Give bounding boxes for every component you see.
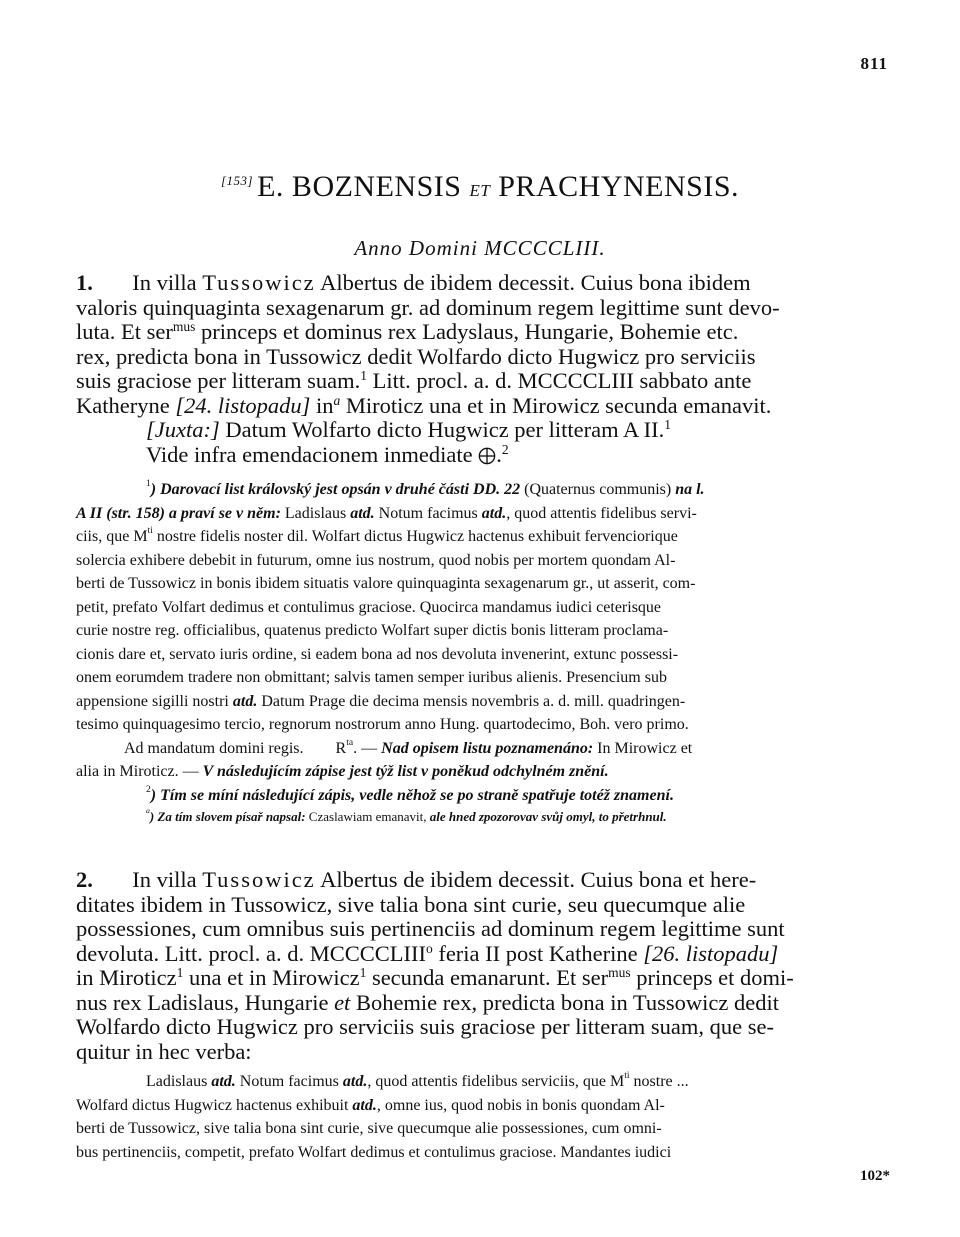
line: curie nostre reg. officialibus, quatenus predicto Wolfart super dictis bonis litteram proclama-: [76, 622, 669, 639]
entry-2: [76, 868, 888, 1064]
signature-mark: 102*: [860, 1168, 890, 1184]
line: Ad mandatum domini regis. $R^{ta}$. — Nad opisem listu poznamenáno: In Mirowicz et: [124, 736, 693, 757]
line: Vide infra emendacionem inmediate .$^2$: [146, 441, 509, 467]
line: Ladislaus atd. Notum facimus atd., quod attentis fidelibus serviciis, que $M^{ti}$ nostre ...: [146, 1070, 689, 1090]
line: solercia exhibere debebit in futurum, omne ius nostrum, quod nobis per mortem quondam Al-: [76, 551, 676, 569]
entry-number: 2.: [76, 867, 93, 892]
entry-1: [76, 271, 888, 467]
line: petit, prefato Volfart dedimus et contulimus graciose. Quocirca mandamus iudici ceterisque: [76, 598, 662, 616]
page-number: 811: [860, 54, 888, 73]
line: A II (str. 158) a praví se v něm: Ladislaus atd. Notum facimus atd., quod attentis fidelibus servi-: [76, 504, 697, 522]
line: quitur in hec verba:: [76, 1038, 252, 1064]
heading-title-a: E. BOZNENSIS: [257, 170, 462, 203]
line: bus pertinenciis, competit, prefato Wolfart dedimus et contulimus graciose. Mandantes iudici: [76, 1143, 672, 1161]
line: [Juxta:] Datum Wolfarto dicto Hugwicz per litteram A II.$^1$: [146, 417, 672, 442]
line: 2. In villa Tussowicz Albertus de ibidem decessit. Cuius bona et here-: [76, 867, 757, 892]
line: 1. In villa Tussowicz Albertus de ibidem decessit. Cuius bona ibidem: [76, 270, 751, 295]
line: devoluta. Litt. procl. a. d. MCCCCLIII$^o$ feria II post Katherine [26. listopadu]: [76, 940, 779, 966]
entry-2-text: [76, 868, 888, 1064]
line: cionis dare et, servato iuris ordine, si eadem bona ad nos devoluta invenerint, extunc possessi-: [76, 645, 679, 663]
line: in Miroticz$^1$ una et in Mirowicz$^1$ secunda emanarunt. Et ser$^{mus}$ princeps et domi-: [76, 965, 794, 990]
place-name: Tussowicz: [202, 270, 316, 295]
place-name: Tussowicz: [202, 867, 316, 892]
line: ditates ibidem in Tussowicz, sive talia bona sint curie, seu quecumque alie: [76, 891, 746, 917]
line: onem eorumdem tradere non obmittant; salvis tamen semper iuribus alienis. Presencium sub: [76, 669, 667, 686]
heading-title-b: PRACHYNENSIS.: [498, 170, 740, 203]
line: ciis, que $M^{ti}$ nostre fidelis noster dil. Wolfart dictus Hugwicz hactenus exhibuit fervenciorique: [76, 525, 678, 545]
line: rex, predicta bona in Tussowicz dedit Wolfardo dicto Hugwicz pro serviciis: [76, 343, 756, 369]
line: appensione sigilli nostri atd. Datum Prage die decima mensis novembris a. d. mill. quadringen-: [76, 692, 686, 710]
line: Wolfardo dicto Hugwicz pro serviciis suis graciose per litteram suam, que se-: [76, 1014, 774, 1039]
line: alia in Miroticz. — V následujícím zápise jest týž list v poněkud odchylném znění.: [76, 763, 609, 780]
line: Katheryne [24. listopadu] $in^a$ Miroticz una et in Mirowicz secunda emanavit.: [76, 392, 772, 418]
quoted-charter-text: [76, 1070, 888, 1164]
line: valoris quinquaginta sexagenarum gr. ad dominum regem legittime sunt devo-: [76, 294, 780, 320]
cross-circle-icon: [478, 447, 496, 465]
quoted-charter: [76, 1070, 888, 1164]
line: tesimo quinquagesimo tercio, regnorum nostrorum anno Hung. quartodecimo, Boh. vero primo.: [76, 716, 689, 733]
footnotes-1: [76, 478, 888, 827]
line: luta. Et ser$^{mus}$ princeps et dominus rex Ladyslaus, Hungarie, Bohemie etc.: [76, 319, 739, 344]
heading-et: ET: [469, 181, 491, 200]
line: suis graciose per litteram suam.$^1$ Litt. procl. a. d. MCCCCLIII sabbato ante: [76, 368, 752, 393]
line: nus rex Ladislaus, Hungarie et Bohemie rex, predicta bona in Tussowicz dedit: [76, 989, 779, 1015]
line: berti de Tussowicz in bonis ibidem situatis valore quinquaginta sexagenarum gr., ut asserit, com-: [76, 575, 696, 592]
year-line: Anno Domini MCCCCLIII.: [354, 236, 606, 260]
line: berti de Tussowicz, sive talia bona sint curie, sive quecumque alie possessiones, cum omni-: [76, 1120, 662, 1137]
heading-number: [153]: [220, 173, 254, 188]
entry-1-text: [76, 271, 888, 467]
footnote-2: $^2$) Tím se míní následující zápis, vedle něhož se po straně spatřuje totéž znamení.: [146, 783, 674, 804]
line: Wolfard dictus Hugwicz hactenus exhibuit atd., omne ius, quod nobis in bonis quondam Al-: [76, 1096, 665, 1114]
footnote-a: $^a$) Za tím slovem písař napsal: Czaslawiam emanavit, ale hned zpozorovav svůj omyl, to přetrhnul.: [146, 806, 667, 824]
entry-number: 1.: [76, 270, 93, 295]
footnote-1: [76, 478, 888, 784]
line: $^1$) Darovací list královský jest opsán v druhé části DD. 22 (Quaternus communis) na l.: [146, 478, 705, 498]
line: possessiones, cum omnibus suis pertinenciis ad dominum regem legittime sunt: [76, 916, 785, 941]
section-heading: [0, 170, 960, 204]
